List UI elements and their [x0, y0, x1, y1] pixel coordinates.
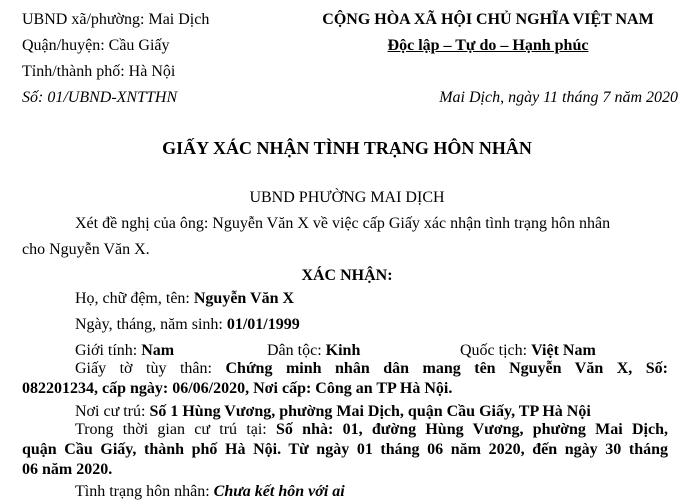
- intro-line-1: Xét đề nghị của ông: Nguyễn Văn X về việc cấp Giấy xác nhận tình trạng hôn nhân: [75, 215, 611, 232]
- gender-value: Nam: [141, 342, 175, 359]
- header-province: Tỉnh/thành phố: Hà Nội: [22, 63, 176, 80]
- period-value-3: 06 năm 2020.: [22, 461, 113, 478]
- nationality-value: Việt Nam: [531, 342, 596, 359]
- field-gender: [75, 341, 174, 361]
- nationality-label: Quốc tịch:: [460, 342, 532, 359]
- ethnic-label: Dân tộc:: [267, 342, 326, 359]
- issuer: UBND PHƯỜNG MAI DỊCH: [249, 189, 445, 206]
- gender-label: Giới tính:: [75, 342, 142, 359]
- residence-value: Số 1 Hùng Vương, phường Mai Dịch, quận Cầu Giấy, TP Hà Nội: [149, 403, 591, 420]
- id-value-1: Chứng minh nhân dân mang tên Nguyễn Văn X, Số:: [225, 360, 669, 377]
- period-label: Trong thời gian cư trú tại:: [75, 421, 277, 438]
- ethnic-value: Kinh: [325, 342, 361, 359]
- field-residence-period: [22, 420, 668, 480]
- document-title: GIẤY XÁC NHẬN TÌNH TRẠNG HÔN NHÂN: [162, 138, 532, 158]
- motto: Độc lập – Tự do – Hạnh phúc: [387, 37, 589, 54]
- field-marital-status: [75, 482, 345, 502]
- period-value-2: quận Cầu Giấy, thành phố Hà Nội. Từ ngày 01 tháng 06 năm 2020, đến ngày 30 tháng: [22, 441, 668, 458]
- id-line-1: [22, 359, 668, 379]
- dob-label: Ngày, tháng, năm sinh:: [75, 316, 227, 333]
- period-line-1: [22, 420, 668, 440]
- nation-title: CỘNG HÒA XÃ HỘI CHỦ NGHĨA VIỆT NAM: [322, 11, 654, 28]
- field-name: [75, 289, 294, 309]
- name-value: Nguyễn Văn X: [193, 290, 295, 307]
- document-number: Số: 01/UBND-XNTTHN: [22, 89, 178, 106]
- header-district: Quận/huyện: Cầu Giấy: [22, 37, 170, 54]
- marital-label: Tình trạng hôn nhân:: [75, 483, 214, 500]
- residence-label: Nơi cư trú:: [75, 403, 150, 420]
- place-date: Mai Dịch, ngày 11 tháng 7 năm 2020: [439, 89, 678, 106]
- dob-value: 01/01/1999: [226, 316, 300, 333]
- field-dob: [75, 315, 300, 335]
- confirm-heading: XÁC NHẬN:: [301, 267, 393, 284]
- field-ethnic: [267, 341, 360, 361]
- name-label: Họ, chữ đệm, tên:: [75, 290, 194, 307]
- field-residence: [75, 402, 591, 422]
- field-nationality: [460, 341, 596, 361]
- period-value-1: Số nhà: 01, đường Hùng Vương, phường Mai Dịch,: [276, 421, 668, 438]
- id-label: Giấy tờ tùy thân:: [75, 360, 226, 377]
- intro-line-2: cho Nguyễn Văn X.: [22, 241, 150, 258]
- field-id-paper: [22, 359, 668, 399]
- marital-value: Chưa kết hôn với ai: [213, 483, 345, 500]
- id-value-2: 082201234, cấp ngày: 06/06/2020, Nơi cấp: Công an TP Hà Nội.: [22, 380, 453, 397]
- header-ward: UBND xã/phường: Mai Dịch: [22, 11, 210, 28]
